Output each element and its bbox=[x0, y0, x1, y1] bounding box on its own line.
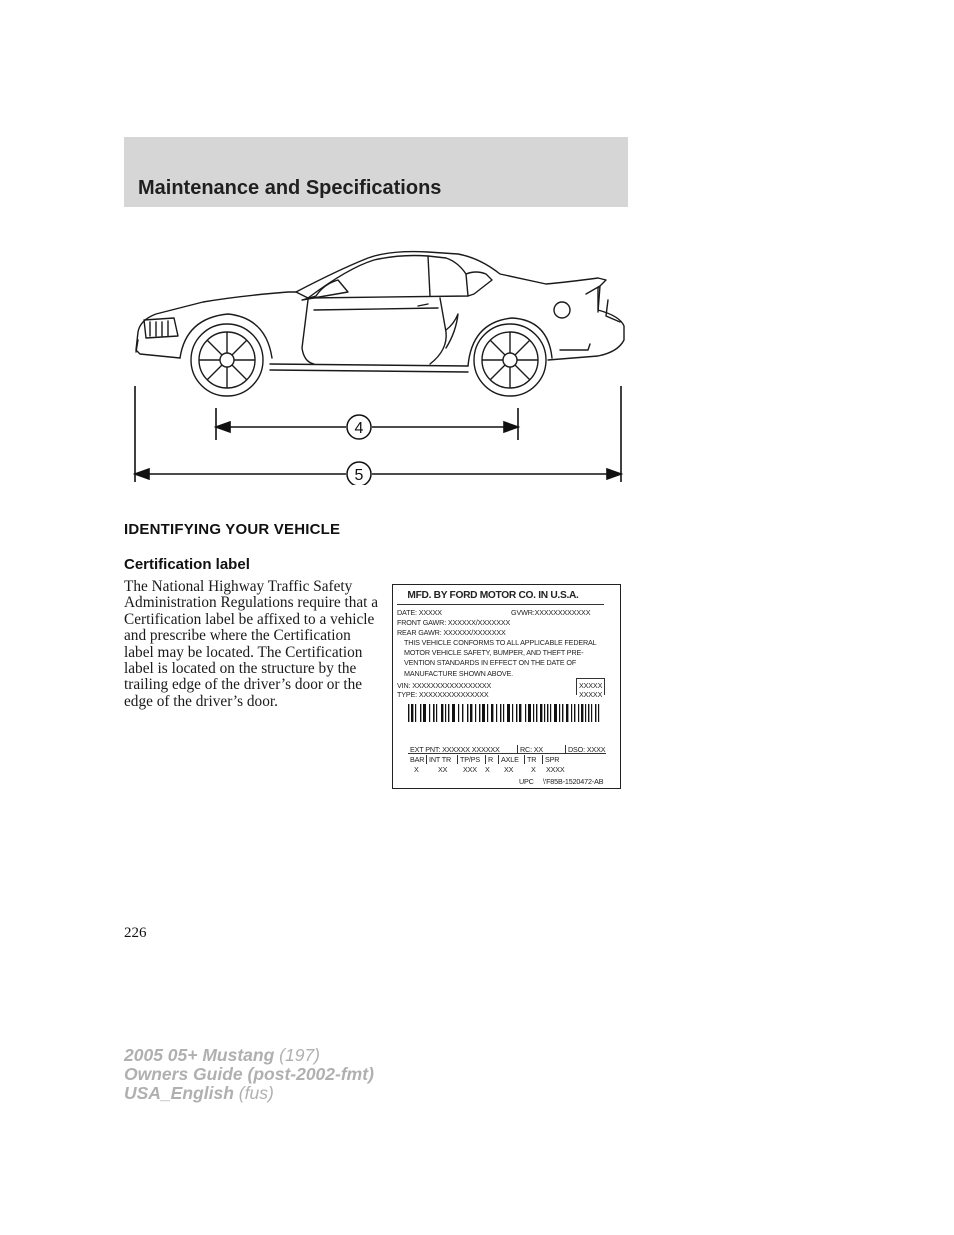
label-field-divider bbox=[498, 755, 499, 764]
label-rc: RC: XX bbox=[520, 745, 544, 754]
footer-model-code: (197) bbox=[279, 1045, 321, 1065]
label-code-name: AXLE bbox=[501, 755, 519, 764]
label-field-divider bbox=[524, 755, 525, 764]
footer-language-code: (fus) bbox=[238, 1083, 274, 1103]
label-code-value: X bbox=[414, 765, 419, 774]
label-field-divider bbox=[426, 755, 427, 764]
footer-model: 2005 05+ Mustang bbox=[124, 1045, 275, 1065]
barcode-graphic bbox=[408, 704, 608, 724]
body-paragraph: The National Highway Traffic Safety Administration Regulations require that a Certification label be affixed to a vehicle and prescribe where the Certification label may be located. The Certification label is located on the structure by the trailing edge of the driver’s door or the edge of the driver’s door. bbox=[124, 578, 379, 710]
label-box-bottom: XXXXX bbox=[579, 690, 603, 699]
label-gvwr: GVWR:XXXXXXXXXXXX bbox=[511, 608, 591, 617]
section-heading: IDENTIFYING YOUR VEHICLE bbox=[124, 521, 341, 538]
label-code-value: XXX bbox=[463, 765, 477, 774]
page-number: 226 bbox=[124, 925, 147, 941]
label-field-divider bbox=[457, 755, 458, 764]
label-front-gawr: FRONT GAWR: XXXXXX/XXXXXXX bbox=[397, 618, 511, 627]
label-code-name: INT TR bbox=[429, 755, 451, 764]
label-code-value: XXXX bbox=[546, 765, 565, 774]
label-conformity-line: VENTION STANDARDS IN EFFECT ON THE DATE OF bbox=[404, 658, 577, 667]
page-title: Maintenance and Specifications bbox=[138, 177, 442, 199]
car-side-view-illustration bbox=[128, 240, 628, 485]
label-code-name: R bbox=[488, 755, 494, 764]
label-title: MFD. BY FORD MOTOR CO. IN U.S.A. bbox=[407, 590, 579, 601]
certification-label-illustration bbox=[392, 584, 621, 789]
label-field-divider bbox=[542, 755, 543, 764]
callout-length: 5 bbox=[354, 467, 364, 484]
footer-guide: Owners Guide (post-2002-fmt) bbox=[124, 1064, 374, 1084]
vehicle-dimensions-figure bbox=[128, 240, 628, 485]
label-divider bbox=[408, 753, 606, 754]
label-type: TYPE: XXXXXXXXXXXXXXX bbox=[397, 690, 489, 699]
label-ext-pnt: EXT PNT: XXXXXX XXXXXX bbox=[410, 745, 500, 754]
label-conformity-line: THIS VEHICLE CONFORMS TO ALL APPLICABLE FEDERAL bbox=[404, 638, 597, 647]
label-date: DATE: XXXXX bbox=[397, 608, 442, 617]
label-rear-gawr: REAR GAWR: XXXXXX/XXXXXXX bbox=[397, 628, 506, 637]
label-code-value: XX bbox=[504, 765, 514, 774]
label-code-name: BAR bbox=[410, 755, 425, 764]
label-conformity-line: MOTOR VEHICLE SAFETY, BUMPER, AND THEFT PRE- bbox=[404, 648, 584, 657]
label-code-value: XX bbox=[438, 765, 448, 774]
label-conformity-line: MANUFACTURE SHOWN ABOVE. bbox=[404, 669, 514, 678]
label-vin: VIN: XXXXXXXXXXXXXXXXX bbox=[397, 681, 492, 690]
label-divider bbox=[397, 604, 604, 605]
document-footer bbox=[124, 1046, 374, 1103]
label-dso: DSO: XXXX bbox=[568, 745, 606, 754]
callout-wheelbase: 4 bbox=[354, 420, 364, 437]
label-part-number: \'F85B-1520472-AB bbox=[543, 777, 604, 786]
label-code-name: SPR bbox=[545, 755, 560, 764]
section-header-band bbox=[124, 137, 628, 207]
label-upc: UPC bbox=[519, 777, 534, 786]
footer-language: USA_English bbox=[124, 1083, 234, 1103]
sub-heading: Certification label bbox=[124, 556, 250, 573]
label-code-name: TP/PS bbox=[460, 755, 481, 764]
label-code-value: X bbox=[485, 765, 490, 774]
label-box-top: XXXXX bbox=[579, 681, 603, 690]
label-code-name: TR bbox=[527, 755, 537, 764]
label-code-value: X bbox=[531, 765, 536, 774]
label-field-divider bbox=[485, 755, 486, 764]
